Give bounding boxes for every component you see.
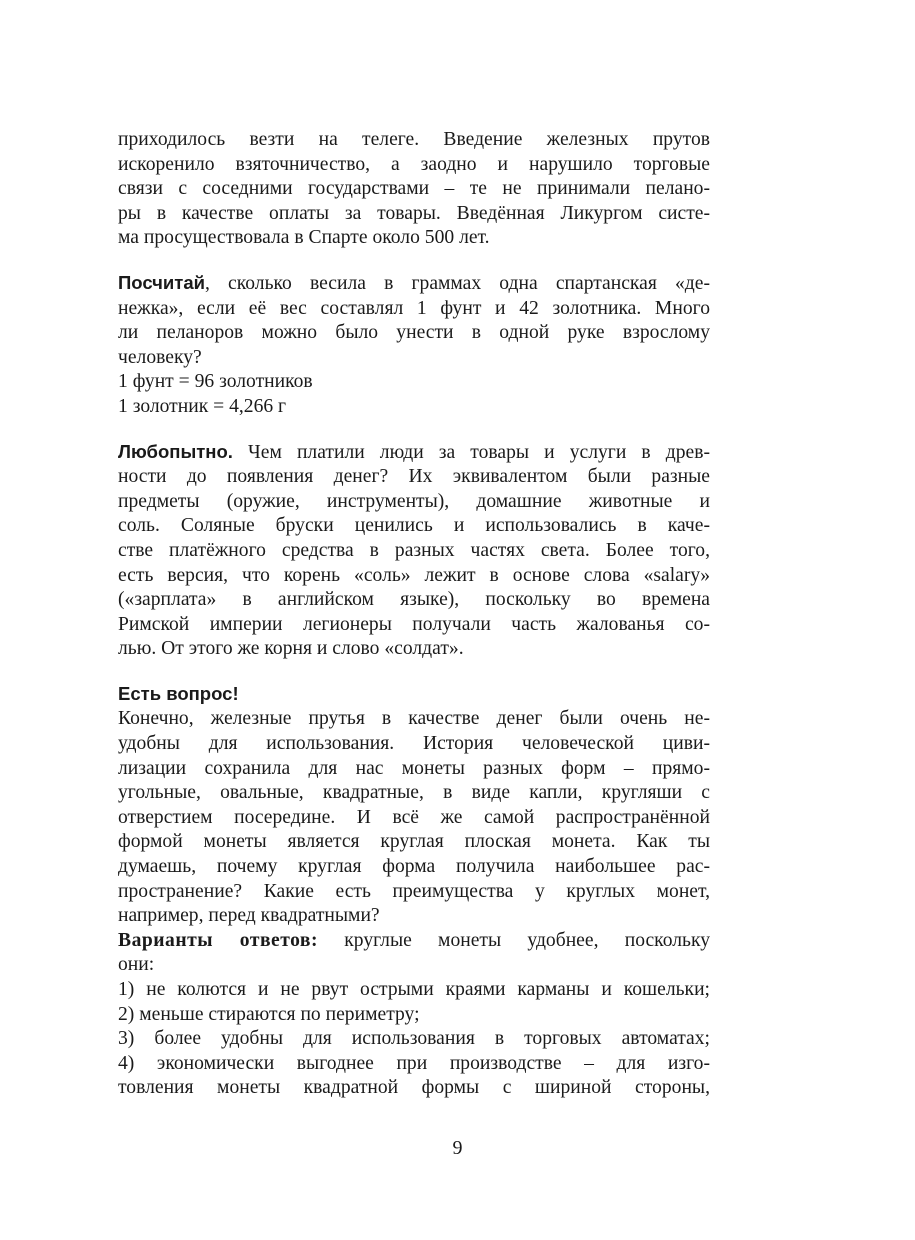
text-line: думаешь, почему круглая форма получила наибольшее рас-	[118, 856, 710, 878]
text-line: лью. От этого же корня и слово «солдат».	[118, 638, 464, 660]
text-line: Конечно, железные прутья в качестве денег были очень не-	[118, 708, 710, 730]
question-section	[118, 682, 710, 1101]
answers-line1: круглые монеты удобнее, поскольку	[318, 929, 710, 951]
page-number: 9	[452, 1137, 463, 1159]
page-body	[118, 128, 710, 1101]
count-task-heading: Посчитай	[118, 271, 205, 293]
text-line: отверстием посередине. И всё же самой распространённой	[118, 806, 710, 828]
text-line: формой монеты является круглая плоская монета. Как ты	[118, 831, 710, 853]
text-line: приходилось везти на телеге. Введение железных прутов	[118, 129, 710, 150]
text-line: они:	[118, 954, 155, 976]
text-line: ма просуществовала в Спарте около 500 лет.	[118, 227, 490, 249]
text-line	[118, 271, 710, 297]
text-line: стве платёжного средства в разных частях света. Более того,	[118, 539, 710, 561]
question-heading-line	[118, 682, 710, 708]
text-line: ли пеланоров можно было унести в одной руке взрослому	[118, 322, 710, 344]
answer-item: 4) экономически выгоднее при производстве – для изго-	[118, 1052, 710, 1074]
text-line: ности до появления денег? Их эквивалентом были разные	[118, 466, 710, 488]
curious-heading: Любопытно.	[118, 440, 233, 462]
curious-line1: Чем платили люди за товары и услуги в древ-	[232, 441, 710, 463]
answer-item: товления монеты квадратной формы с шириной стороны,	[118, 1077, 710, 1099]
text-line: нежка», если её вес составлял 1 фунт и 42 золотника. Много	[118, 297, 710, 319]
text-line: удобны для использования. История человеческой циви-	[118, 733, 710, 755]
text-line	[118, 929, 710, 954]
text-line: искоренило взяточничество, а заодно и нарушило торговые	[118, 153, 710, 175]
text-line: связи с соседними государствами – те не принимали пелано-	[118, 178, 710, 200]
answers-heading: Варианты ответов:	[118, 929, 319, 951]
answer-item: 1) не колются и не рвут острыми краями карманы и кошельки;	[118, 979, 710, 1000]
paragraph-intro	[118, 128, 710, 251]
text-line: предметы (оружие, инструменты), домашние животные и	[118, 490, 710, 512]
text-line: («зарплата» в английском языке), поскольку во времена	[118, 589, 710, 611]
count-task-section	[118, 271, 710, 420]
answer-item: 2) меньше стираются по периметру;	[118, 1003, 420, 1025]
text-line: ры в качестве оплаты за товары. Введённая Ликургом систе-	[118, 202, 710, 224]
answer-item: 3) более удобны для использования в торговых автоматах;	[118, 1028, 710, 1050]
count-task-line1: , сколько весила в граммах одна спартанская «де-	[205, 272, 710, 294]
text-line: соль. Соляные бруски ценились и использовались в каче-	[118, 515, 710, 537]
text-line: например, перед квадратными?	[118, 905, 380, 927]
text-line: угольные, овальные, квадратные, в виде капли, кругляши с	[118, 782, 710, 804]
curious-section	[118, 440, 710, 662]
text-line: лизации сохранила для нас монеты разных форм – прямо-	[118, 757, 710, 779]
text-line: человеку?	[118, 346, 202, 368]
text-line	[118, 440, 710, 466]
text-line: пространение? Какие есть преимущества у круглых монет,	[118, 880, 710, 902]
conversion-line: 1 золотник = 4,266 г	[118, 395, 287, 417]
text-line: есть версия, что корень «соль» лежит в основе слова «salary»	[118, 564, 710, 586]
text-line: Римской империи легионеры получали часть жалованья со-	[118, 613, 710, 635]
conversion-line: 1 фунт = 96 золотников	[118, 371, 313, 393]
question-heading: Есть вопрос!	[118, 682, 239, 704]
